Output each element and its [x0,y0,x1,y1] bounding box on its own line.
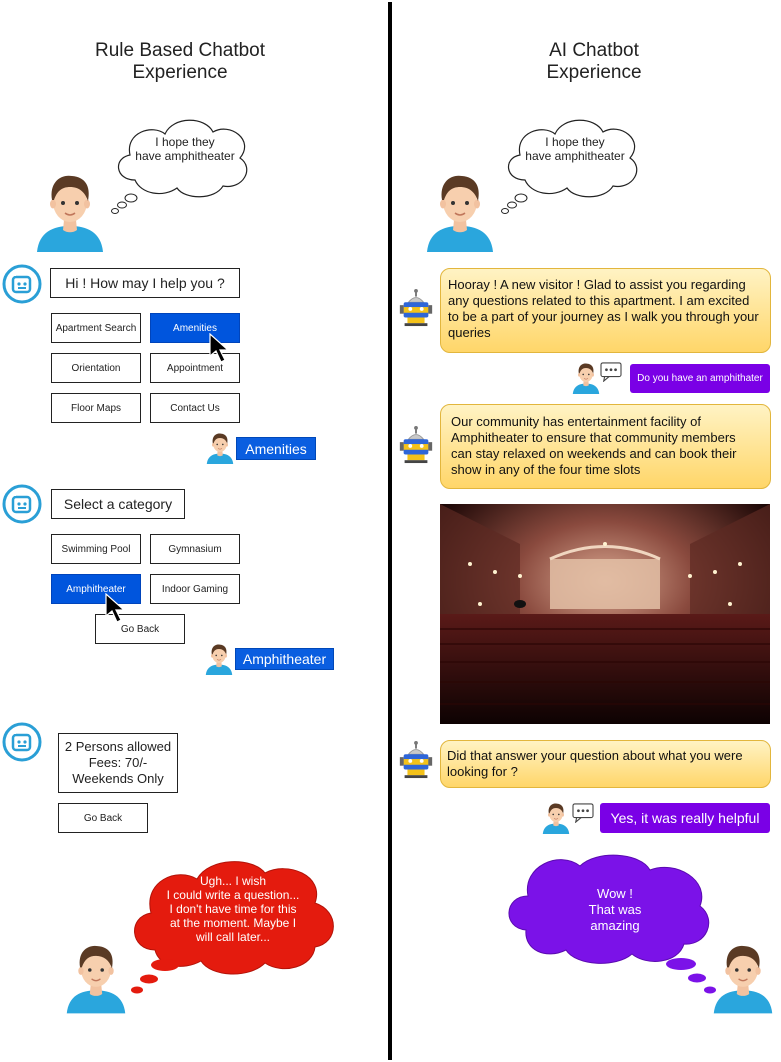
option-indoor-gaming[interactable]: Indoor Gaming [150,574,240,604]
info-message [58,733,178,793]
thought-cloud-icon [105,110,255,220]
option-go-back-2[interactable]: Go Back [58,803,148,833]
person-icon [65,942,127,1014]
left-top-thought-line1: I hope they [155,135,215,149]
ai-robot-icon [397,740,435,780]
person-icon [205,643,233,675]
frustrated-thought [148,874,318,944]
right-top-thought-line2: have amphitheater [525,149,625,163]
right-title-line2: Experience [546,62,642,83]
right-title-line1: AI Chatbot [549,40,639,61]
category-prompt: Select a category [51,489,185,519]
info-line-persons: 2 Persons allowed [64,739,172,754]
right-title [494,40,694,84]
column-divider [388,2,392,1060]
user-reply-amenities: Amenities [236,437,316,460]
ai-robot-icon [397,425,435,465]
option-amphitheater[interactable]: Amphitheater [51,574,141,604]
chat-dots-icon [572,803,594,823]
frustrated-line2: I could write a question... [166,888,300,902]
option-floor-maps[interactable]: Floor Maps [51,393,141,423]
theater-image [440,504,770,724]
option-go-back[interactable]: Go Back [95,614,185,644]
ai-message-greeting: Hooray ! A new visitor ! Glad to assist you regarding any questions related to this apartment. I am excited to be a part of your journey as I walk you through your queries [440,268,771,353]
person-icon [206,432,234,464]
left-title [60,40,300,84]
option-orientation[interactable]: Orientation [51,353,141,383]
info-line-weekends: Weekends Only [72,771,164,786]
happy-line2: That was [588,902,642,917]
option-appointment[interactable]: Appointment [150,353,240,383]
option-contact-us[interactable]: Contact Us [150,393,240,423]
ai-message-followup: Did that answer your question about what you were looking for ? [440,740,771,788]
rule-bot-icon [2,484,42,524]
rule-bot-icon [2,722,42,762]
option-apartment-search[interactable]: Apartment Search [51,313,141,343]
right-top-thought [510,135,640,163]
right-top-thought-line1: I hope they [545,135,605,149]
left-top-thought [120,135,250,163]
left-title-line2: Experience [132,62,228,83]
person-icon [712,942,774,1014]
thought-cloud-icon [495,110,645,220]
greeting-message: Hi ! How may I help you ? [50,268,240,298]
person-icon [572,362,600,394]
chat-dots-icon [600,362,622,382]
option-amenities[interactable]: Amenities [150,313,240,343]
mouse-cursor-icon [105,593,125,623]
person-icon [542,802,570,834]
user-message-amphitheater: Do you have an amphithater [630,364,770,393]
left-title-line1: Rule Based Chatbot [94,40,266,61]
user-reply-amphitheater: Amphitheater [235,648,334,670]
user-message-helpful: Yes, it was really helpful [600,803,770,833]
happy-line1: Wow ! [597,886,633,901]
happy-thought [565,886,665,934]
rule-bot-icon [2,264,42,304]
info-line-fees: Fees: 70/- [88,755,148,770]
ai-message-amphitheater-info: Our community has entertainment facility of Amphitheater to ensure that community members can stay relaxed on weekends and can book their show in any of the four time slots [440,404,771,489]
option-swimming-pool[interactable]: Swimming Pool [51,534,141,564]
frustrated-line3: I don't have time for this [169,902,297,916]
option-gymnasium[interactable]: Gymnasium [150,534,240,564]
person-icon [35,172,105,252]
left-top-thought-line2: have amphitheater [135,149,235,163]
mouse-cursor-icon [209,333,229,363]
frustrated-line4: at the moment. Maybe I [169,916,297,930]
happy-line3: amazing [590,918,640,933]
frustrated-line1: Ugh... I wish [199,874,267,888]
ai-robot-icon [397,288,435,328]
person-icon [425,172,495,252]
frustrated-line5: will call later... [195,930,271,944]
